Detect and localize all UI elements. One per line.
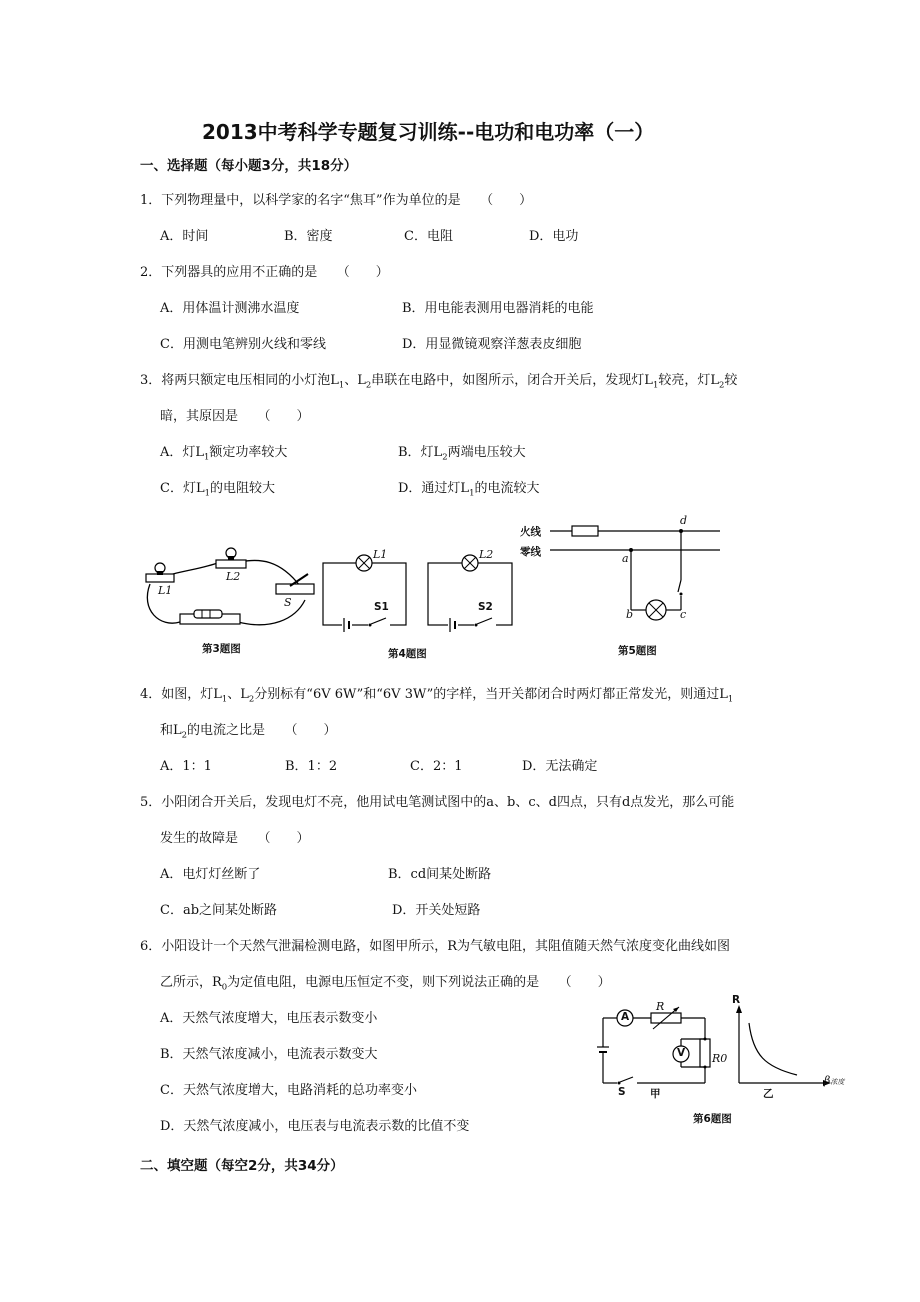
q2-option-b[interactable]: B．用电能表测用电器消耗的电能 bbox=[402, 301, 594, 316]
fig4-caption: 第4题图 bbox=[388, 648, 427, 660]
question-4-text: 4．如图，灯$L_1$、$L_2$分别标有“6V 6W”和“6V 3W”的字样，当开关都闭合时两灯都正常发光，则通过$L_1$ bbox=[140, 687, 734, 704]
q1-option-d[interactable]: D．电功 bbox=[529, 229, 579, 244]
q1-option-b[interactable]: B．密度 bbox=[284, 229, 333, 244]
figure-5-wiring bbox=[550, 520, 720, 625]
fig6-label-yi: 乙 bbox=[763, 1088, 774, 1100]
q4-option-d[interactable]: D．无法确定 bbox=[522, 759, 598, 774]
q3-option-c[interactable]: C．灯$L_1$的电阻较大 bbox=[160, 481, 275, 498]
fig6-caption: 第6题图 bbox=[693, 1113, 732, 1125]
question-6-text-line2: 乙所示，$R_0$为定值电阻，电源电压恒定不变，则下列说法正确的是 （ ） bbox=[160, 975, 611, 992]
section-heading-choice: 一、选择题（每小题3分，共18分） bbox=[140, 158, 358, 174]
question-5-text-line2: 发生的故障是 （ ） bbox=[160, 831, 310, 846]
fig3-label-l1: L1 bbox=[158, 584, 173, 597]
q6-option-b[interactable]: B．天然气浓度减小，电流表示数变大 bbox=[160, 1047, 378, 1062]
question-2-text: 2．下列器具的应用不正确的是 （ ） bbox=[140, 265, 389, 280]
fig5-label-live: 火线 bbox=[520, 526, 541, 538]
q6-option-a[interactable]: A．天然气浓度增大，电压表示数变小 bbox=[160, 1011, 378, 1026]
q4-option-a[interactable]: A．1：1 bbox=[160, 759, 212, 774]
q1-option-a[interactable]: A．时间 bbox=[160, 229, 209, 244]
fig4-label-l1: L1 bbox=[373, 548, 388, 561]
figure-6-graph bbox=[735, 1005, 835, 1085]
fig5-label-a: a bbox=[622, 552, 629, 565]
fig6-axis-r: R bbox=[732, 994, 741, 1006]
q5-option-d[interactable]: D．开关处短路 bbox=[392, 903, 481, 918]
q4-option-c[interactable]: C．2：1 bbox=[410, 759, 463, 774]
q2-option-d[interactable]: D．用显微镜观察洋葱表皮细胞 bbox=[402, 337, 582, 352]
fig5-caption: 第5题图 bbox=[618, 645, 657, 657]
page-title: 2013中考科学专题复习训练--电功和电功率（一） bbox=[202, 120, 655, 144]
fig6-label-r: R bbox=[656, 1000, 665, 1013]
question-1-text: 1．下列物理量中，以科学家的名字“焦耳”作为单位的是 （ ） bbox=[140, 193, 533, 208]
question-3-text-line2: 暗，其原因是 （ ） bbox=[160, 409, 310, 424]
fig6-label-ammeter: A bbox=[621, 1011, 630, 1023]
fig6-label-jia: 甲 bbox=[650, 1088, 661, 1100]
fig6-label-voltmeter: V bbox=[677, 1047, 686, 1059]
q3-option-d[interactable]: D．通过灯$L_1$的电流较大 bbox=[398, 481, 540, 498]
q6-option-c[interactable]: C．天然气浓度增大，电路消耗的总功率变小 bbox=[160, 1083, 417, 1098]
fig4-label-s2: S2 bbox=[478, 601, 493, 613]
fig6-label-r0: R0 bbox=[712, 1052, 728, 1065]
section-heading-fill: 二、填空题（每空2分，共34分） bbox=[140, 1158, 344, 1174]
q3-option-b[interactable]: B．灯$L_2$两端电压较大 bbox=[398, 445, 526, 462]
fig6-axis-beta: β浓度 bbox=[824, 1074, 845, 1087]
question-6-text: 6．小阳设计一个天然气泄漏检测电路，如图甲所示，R为气敏电阻，其阻值随天然气浓度变化曲线如图 bbox=[140, 939, 731, 954]
fig4-label-s1: S1 bbox=[374, 601, 389, 613]
fig5-label-neutral: 零线 bbox=[520, 546, 541, 558]
fig5-label-c: c bbox=[680, 608, 687, 621]
q5-option-c[interactable]: C．ab之间某处断路 bbox=[160, 903, 278, 918]
fig5-label-b: b bbox=[626, 608, 634, 621]
q6-option-d[interactable]: D．天然气浓度减小，电压表与电流表示数的比值不变 bbox=[160, 1119, 470, 1134]
q5-option-b[interactable]: B．cd间某处断路 bbox=[388, 867, 492, 882]
fig4-label-l2: L2 bbox=[479, 548, 494, 561]
q3-option-a[interactable]: A．灯$L_1$额定功率较大 bbox=[160, 445, 288, 462]
question-3-text: 3．将两只额定电压相同的小灯泡$L_1$、$L_2$串联在电路中，如图所示，闭合开关后，发现灯$L_1$较亮，灯$L_2$较 bbox=[140, 373, 738, 390]
fig5-label-d: d bbox=[680, 514, 688, 527]
fig6-label-s: S bbox=[618, 1086, 626, 1098]
q2-option-a[interactable]: A．用体温计测沸水温度 bbox=[160, 301, 300, 316]
question-5-text: 5．小阳闭合开关后，发现电灯不亮，他用试电笔测试图中的a、b、c、d四点，只有d点发光，那么可能 bbox=[140, 795, 735, 810]
q4-option-b[interactable]: B．1：2 bbox=[285, 759, 338, 774]
fig3-label-l2: L2 bbox=[226, 570, 241, 583]
q5-option-a[interactable]: A．电灯灯丝断了 bbox=[160, 867, 261, 882]
figure-6-circuit bbox=[595, 1005, 728, 1090]
fig3-label-s: S bbox=[284, 596, 292, 609]
fig3-caption: 第3题图 bbox=[202, 643, 241, 655]
q2-option-c[interactable]: C．用测电笔辨别火线和零线 bbox=[160, 337, 326, 352]
question-4-text-line2: 和$L_2$的电流之比是 （ ） bbox=[160, 723, 337, 740]
q1-option-c[interactable]: C．电阻 bbox=[404, 229, 453, 244]
